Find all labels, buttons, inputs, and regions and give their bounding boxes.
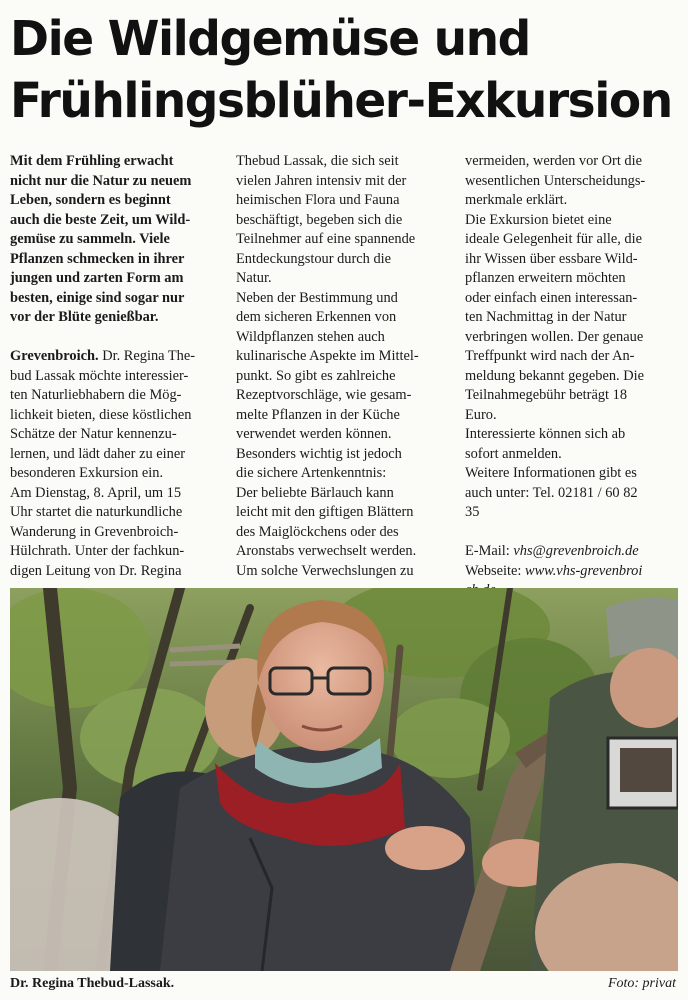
- body-line: Treffpunkt wird nach der An-: [465, 348, 635, 364]
- body-line: lernen, und lädt daher zu einer: [10, 445, 186, 462]
- body-line: des Maiglöckchens oder des: [236, 523, 399, 540]
- body-line: Schätze der Natur kennenzu-: [10, 426, 177, 442]
- body-line: 35: [465, 504, 480, 520]
- body-line: lichkeit bieten, diese köstlichen: [10, 406, 192, 423]
- email-link[interactable]: vhs@grevenbroich.de: [513, 543, 639, 559]
- headline-line-2: Frühlingsblüher-Exkursion: [10, 73, 672, 129]
- body-line: Um solche Verwechslungen zu: [236, 562, 414, 579]
- column-2: [236, 152, 450, 581]
- body-line: Wanderung in Grevenbroich-: [10, 523, 179, 540]
- headline: [10, 8, 672, 132]
- lead-line: besten, einige sind sogar nur: [10, 289, 185, 306]
- body-line: ihr Wissen über essbare Wild-: [465, 250, 638, 267]
- lead-line: Mit dem Frühling erwacht: [10, 153, 174, 169]
- body-line: vermeiden, werden vor Ort die: [465, 153, 643, 169]
- lead-line: jungen und zarten Form am: [10, 270, 184, 286]
- body-line: Thebud Lassak, die sich seit: [236, 153, 399, 169]
- column-3: [465, 152, 679, 601]
- photo-illustration: [10, 588, 678, 971]
- body-line: Teilnahmegebühr beträgt 18: [465, 387, 628, 403]
- lead-line: Pflanzen schmecken in ihrer: [10, 250, 185, 267]
- body-paragraph: [10, 347, 224, 581]
- body-line: ten Naturliebhabern die Mög-: [10, 387, 182, 403]
- body-line: ten Nachmittag in der Natur: [465, 309, 627, 325]
- lead-line: nicht nur die Natur zu neuem: [10, 172, 192, 189]
- body-line: Besonders wichtig ist jedoch: [236, 445, 402, 462]
- body-line: Grevenbroich. Dr. Regina The-: [10, 348, 196, 364]
- body-line: digen Leitung von Dr. Regina: [10, 562, 182, 579]
- lead-line: vor der Blüte genießbar.: [10, 309, 159, 325]
- photo-caption: Dr. Regina Thebud-Lassak.: [10, 976, 175, 991]
- body-line: Interessierte können sich ab: [465, 426, 626, 442]
- body-line: Aronstabs verwechselt werden.: [236, 543, 417, 559]
- body-line: melte Pflanzen in der Küche: [236, 406, 400, 423]
- body-line: verwendet werden können.: [236, 426, 392, 442]
- body-line: vielen Jahren intensiv mit der: [236, 172, 407, 189]
- body-line: Weitere Informationen gibt es: [465, 465, 637, 481]
- column-1: [10, 152, 224, 581]
- body-line: Hülchrath. Unter der fachkun-: [10, 543, 185, 559]
- email-line: E-Mail: vhs@grevenbroich.de: [465, 543, 639, 559]
- body-line: Euro.: [465, 406, 497, 423]
- body-line: ideale Gelegenheit für alle, die: [465, 231, 642, 247]
- body-line: heimischen Flora und Fauna: [236, 192, 400, 208]
- body-line: Die Exkursion bietet eine: [465, 211, 612, 228]
- body-line: punkt. So gibt es zahlreiche: [236, 367, 396, 384]
- dateline: Grevenbroich.: [10, 348, 99, 364]
- body-line: verbringen wollen. Der genaue: [465, 328, 644, 345]
- body-line: wesentlichen Unterscheidungs-: [465, 172, 646, 189]
- body-line: Rezeptvorschläge, wie gesam-: [236, 387, 412, 403]
- body-line: Neben der Bestimmung und: [236, 289, 398, 306]
- body-line: besonderen Exkursion ein.: [10, 465, 164, 481]
- headline-line-1: Die Wildgemüse und: [10, 11, 530, 67]
- body-line: kulinarische Aspekte im Mittel-: [236, 348, 419, 364]
- body-line: Teilnehmer auf eine spannende: [236, 231, 416, 247]
- body-line: leicht mit den giftigen Blättern: [236, 504, 414, 520]
- body-line: Der beliebte Bärlauch kann: [236, 484, 394, 501]
- body-line: Natur.: [236, 270, 272, 286]
- body-line: sofort anmelden.: [465, 445, 562, 462]
- body-line: oder einfach einen interessan-: [465, 289, 638, 306]
- lead-line: Leben, sondern es beginnt: [10, 192, 171, 208]
- article-photo: [10, 588, 678, 971]
- body-line: dem sicheren Erkennen von: [236, 309, 397, 325]
- lead-line: gemüse zu sammeln. Viele: [10, 231, 170, 247]
- body-line: bud Lassak möchte interessier-: [10, 367, 189, 384]
- body-line: merkmale erklärt.: [465, 192, 568, 208]
- lead-paragraph: [10, 152, 224, 328]
- body-line: meldung bekannt gegeben. Die: [465, 367, 645, 384]
- body-line: Wildpflanzen stehen auch: [236, 328, 385, 345]
- body-line: pflanzen erweitern möchten: [465, 270, 626, 286]
- photo-credit: Foto: privat: [607, 976, 676, 991]
- body-line: auch unter: Tel. 02181 / 60 82: [465, 484, 638, 501]
- body-line: die sichere Artenkenntnis:: [236, 465, 387, 481]
- body-line: beschäftigt, begeben sich die: [236, 211, 403, 228]
- body-line: Uhr startet die naturkundliche: [10, 504, 183, 520]
- web-link[interactable]: www.vhs-grevenbroi: [524, 562, 643, 579]
- body-line: Am Dienstag, 8. April, um 15: [10, 484, 182, 501]
- web-line: Webseite: www.vhs-grevenbroi: [465, 562, 643, 579]
- body-line: Entdeckungstour durch die: [236, 250, 392, 267]
- lead-line: auch die beste Zeit, um Wild-: [10, 211, 191, 228]
